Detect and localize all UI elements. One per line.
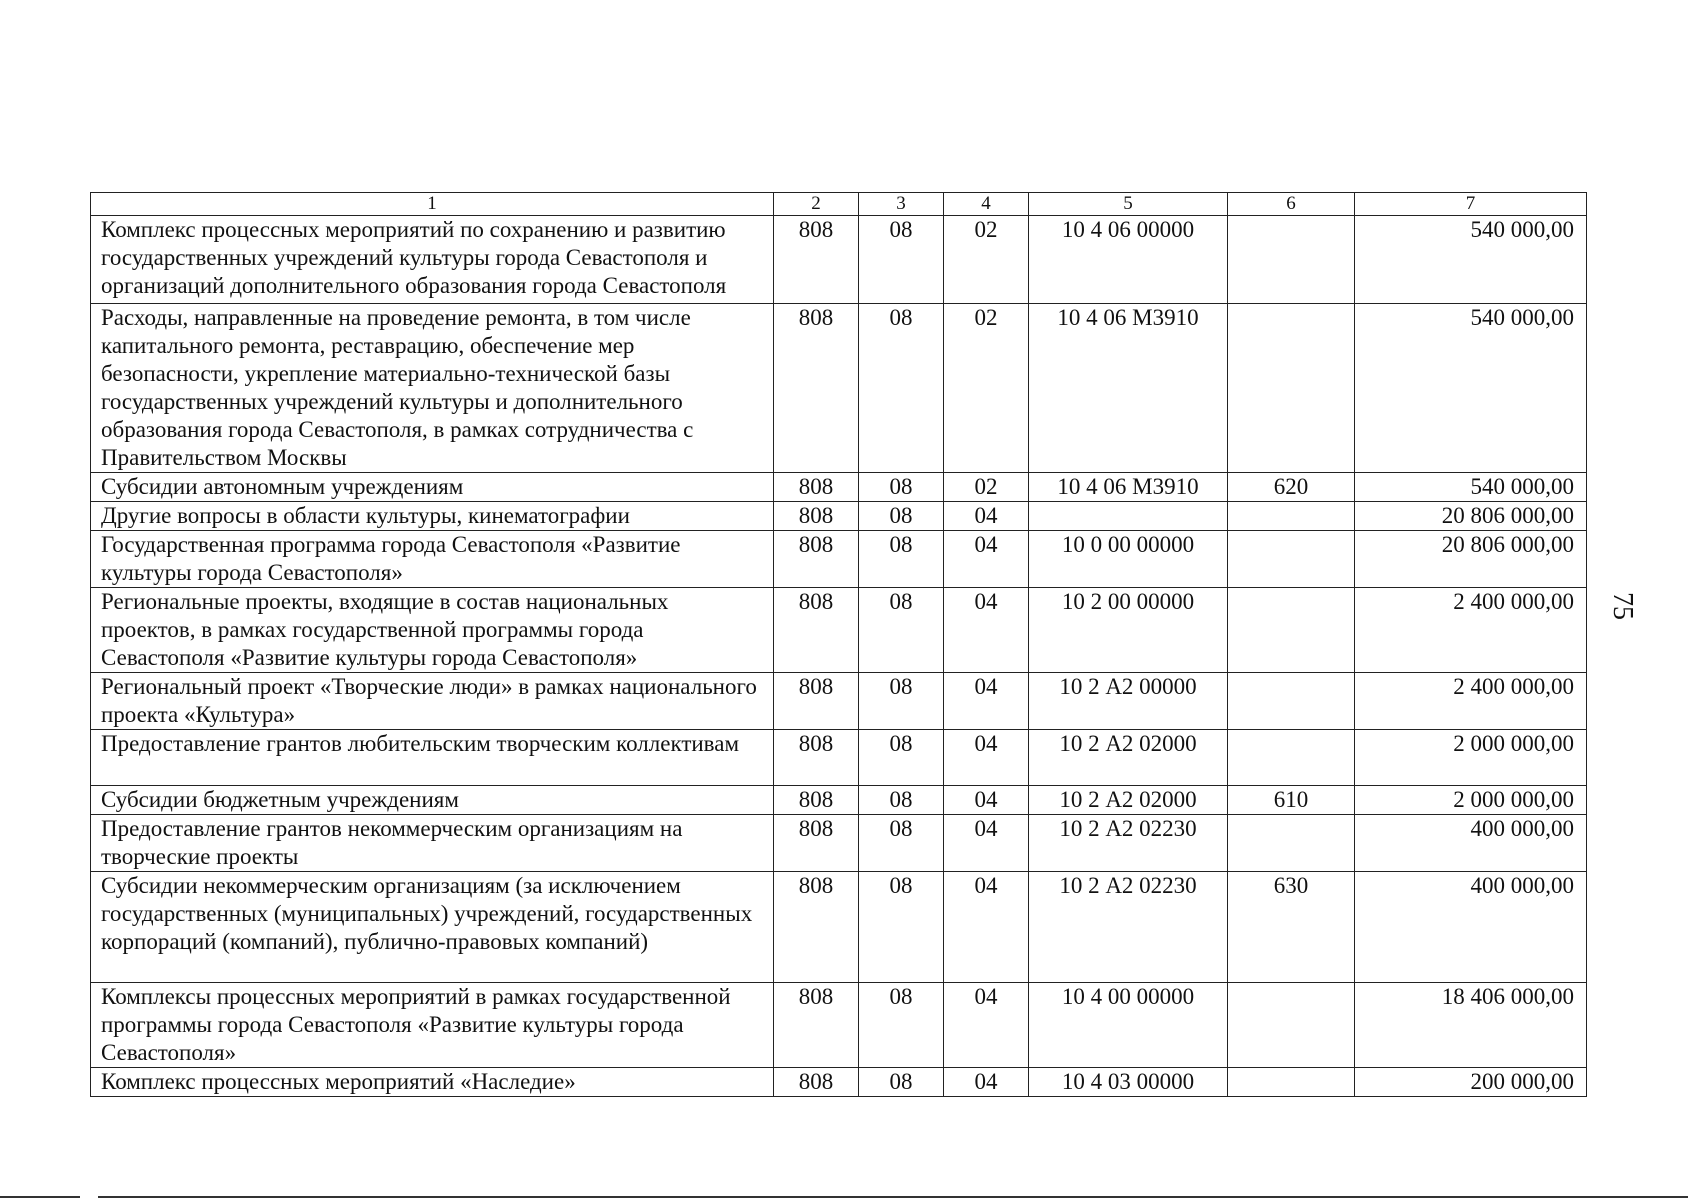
row-gr-cell: 808 — [774, 502, 859, 531]
row-name-cell: Другие вопросы в области культуры, кинематографии — [91, 502, 774, 531]
row-target-article-cell: 10 2 А2 02000 — [1029, 786, 1228, 815]
row-section-cell: 08 — [859, 815, 944, 872]
budget-table — [90, 192, 1587, 1097]
row-name-cell: Комплексы процессных мероприятий в рамках государственной программы города Севастополя «Развитие культуры города Севастополя» — [91, 983, 774, 1068]
row-amount-cell: 2 400 000,00 — [1355, 588, 1587, 673]
table-row — [91, 673, 1587, 730]
row-subsection-cell: 04 — [944, 786, 1029, 815]
row-gr-cell: 808 — [774, 730, 859, 786]
column-header-7: 7 — [1355, 193, 1587, 216]
row-expense-type-cell — [1228, 531, 1355, 588]
row-gr-cell: 808 — [774, 1068, 859, 1097]
row-subsection-cell: 04 — [944, 531, 1029, 588]
bottom-edge-line — [0, 1196, 80, 1198]
row-target-article-cell: 10 0 00 00000 — [1029, 531, 1228, 588]
column-header-1: 1 — [91, 193, 774, 216]
row-target-article-cell: 10 4 03 00000 — [1029, 1068, 1228, 1097]
row-gr-cell: 808 — [774, 983, 859, 1068]
row-expense-type-cell: 620 — [1228, 473, 1355, 502]
row-target-article-cell: 10 2 А2 02000 — [1029, 730, 1228, 786]
row-subsection-cell: 02 — [944, 216, 1029, 304]
row-name-cell: Субсидии автономным учреждениям — [91, 473, 774, 502]
row-expense-type-cell — [1228, 983, 1355, 1068]
row-gr-cell: 808 — [774, 531, 859, 588]
row-section-cell: 08 — [859, 304, 944, 473]
row-amount-cell: 540 000,00 — [1355, 304, 1587, 473]
row-target-article-cell: 10 4 00 00000 — [1029, 983, 1228, 1068]
row-target-article-cell: 10 2 А2 02230 — [1029, 815, 1228, 872]
row-target-article-cell: 10 2 А2 00000 — [1029, 673, 1228, 730]
row-subsection-cell: 04 — [944, 673, 1029, 730]
row-section-cell: 08 — [859, 216, 944, 304]
column-header-6: 6 — [1228, 193, 1355, 216]
row-gr-cell: 808 — [774, 473, 859, 502]
row-gr-cell: 808 — [774, 673, 859, 730]
row-amount-cell: 400 000,00 — [1355, 815, 1587, 872]
row-gr-cell: 808 — [774, 216, 859, 304]
row-amount-cell: 20 806 000,00 — [1355, 502, 1587, 531]
row-expense-type-cell: 630 — [1228, 872, 1355, 983]
row-name-cell: Комплекс процессных мероприятий «Наследие» — [91, 1068, 774, 1097]
column-header-2: 2 — [774, 193, 859, 216]
row-target-article-cell — [1029, 502, 1228, 531]
row-expense-type-cell — [1228, 588, 1355, 673]
row-section-cell: 08 — [859, 673, 944, 730]
row-name-cell: Предоставление грантов некоммерческим организациям на творческие проекты — [91, 815, 774, 872]
row-target-article-cell: 10 4 06 М3910 — [1029, 304, 1228, 473]
row-expense-type-cell — [1228, 815, 1355, 872]
row-section-cell: 08 — [859, 730, 944, 786]
row-subsection-cell: 04 — [944, 502, 1029, 531]
row-expense-type-cell — [1228, 304, 1355, 473]
column-header-5: 5 — [1029, 193, 1228, 216]
table-row — [91, 531, 1587, 588]
row-expense-type-cell — [1228, 502, 1355, 531]
row-name-cell: Комплекс процессных мероприятий по сохранению и развитию государственных учреждений культуры города Севастополя и организаций дополнительного образования города Севастополя — [91, 216, 774, 304]
row-expense-type-cell: 610 — [1228, 786, 1355, 815]
row-section-cell: 08 — [859, 588, 944, 673]
row-subsection-cell: 04 — [944, 730, 1029, 786]
row-gr-cell: 808 — [774, 815, 859, 872]
table-row — [91, 216, 1587, 304]
row-expense-type-cell — [1228, 1068, 1355, 1097]
row-amount-cell: 200 000,00 — [1355, 1068, 1587, 1097]
column-header-3: 3 — [859, 193, 944, 216]
row-section-cell: 08 — [859, 502, 944, 531]
row-subsection-cell: 02 — [944, 473, 1029, 502]
table-row — [91, 304, 1587, 473]
table-row — [91, 588, 1587, 673]
row-expense-type-cell — [1228, 673, 1355, 730]
row-section-cell: 08 — [859, 872, 944, 983]
row-target-article-cell: 10 4 06 00000 — [1029, 216, 1228, 304]
row-gr-cell: 808 — [774, 588, 859, 673]
column-header-4: 4 — [944, 193, 1029, 216]
row-subsection-cell: 02 — [944, 304, 1029, 473]
row-section-cell: 08 — [859, 1068, 944, 1097]
row-amount-cell: 2 400 000,00 — [1355, 673, 1587, 730]
table-body — [91, 216, 1587, 1097]
table-row — [91, 815, 1587, 872]
row-expense-type-cell — [1228, 730, 1355, 786]
table-row — [91, 502, 1587, 531]
row-subsection-cell: 04 — [944, 1068, 1029, 1097]
table-row — [91, 872, 1587, 983]
bottom-edge-line — [98, 1196, 1688, 1198]
row-name-cell: Субсидии некоммерческим организациям (за исключением государственных (муниципальных) учреждений, государственных корпораций (компаний), публично-правовых компаний) — [91, 872, 774, 983]
row-target-article-cell: 10 2 А2 02230 — [1029, 872, 1228, 983]
table-header-row — [91, 193, 1587, 216]
row-section-cell: 08 — [859, 786, 944, 815]
row-target-article-cell: 10 2 00 00000 — [1029, 588, 1228, 673]
row-subsection-cell: 04 — [944, 588, 1029, 673]
row-expense-type-cell — [1228, 216, 1355, 304]
row-name-cell: Субсидии бюджетным учреждениям — [91, 786, 774, 815]
row-name-cell: Предоставление грантов любительским творческим коллективам — [91, 730, 774, 786]
row-subsection-cell: 04 — [944, 872, 1029, 983]
row-section-cell: 08 — [859, 983, 944, 1068]
row-amount-cell: 18 406 000,00 — [1355, 983, 1587, 1068]
row-section-cell: 08 — [859, 473, 944, 502]
page-number: 75 — [1607, 592, 1638, 620]
row-amount-cell: 540 000,00 — [1355, 216, 1587, 304]
table-row — [91, 473, 1587, 502]
row-amount-cell: 400 000,00 — [1355, 872, 1587, 983]
row-gr-cell: 808 — [774, 786, 859, 815]
table-row — [91, 786, 1587, 815]
table-row — [91, 983, 1587, 1068]
row-name-cell: Расходы, направленные на проведение ремонта, в том числе капитального ремонта, реставрацию, обеспечение мер безопасности, укрепление материально-технической базы государственных учреждений культуры и дополнительного образования города Севастополя, в рамках сотрудничества с Правительством Москвы — [91, 304, 774, 473]
row-amount-cell: 540 000,00 — [1355, 473, 1587, 502]
row-subsection-cell: 04 — [944, 815, 1029, 872]
table-row — [91, 730, 1587, 786]
row-gr-cell: 808 — [774, 872, 859, 983]
row-subsection-cell: 04 — [944, 983, 1029, 1068]
row-amount-cell: 20 806 000,00 — [1355, 531, 1587, 588]
row-gr-cell: 808 — [774, 304, 859, 473]
row-name-cell: Государственная программа города Севастополя «Развитие культуры города Севастополя» — [91, 531, 774, 588]
row-name-cell: Региональные проекты, входящие в состав национальных проектов, в рамках государственной программы города Севастополя «Развитие культуры города Севастополя» — [91, 588, 774, 673]
row-name-cell: Региональный проект «Творческие люди» в рамках национального проекта «Культура» — [91, 673, 774, 730]
table-row — [91, 1068, 1587, 1097]
row-target-article-cell: 10 4 06 М3910 — [1029, 473, 1228, 502]
row-amount-cell: 2 000 000,00 — [1355, 730, 1587, 786]
row-section-cell: 08 — [859, 531, 944, 588]
row-amount-cell: 2 000 000,00 — [1355, 786, 1587, 815]
